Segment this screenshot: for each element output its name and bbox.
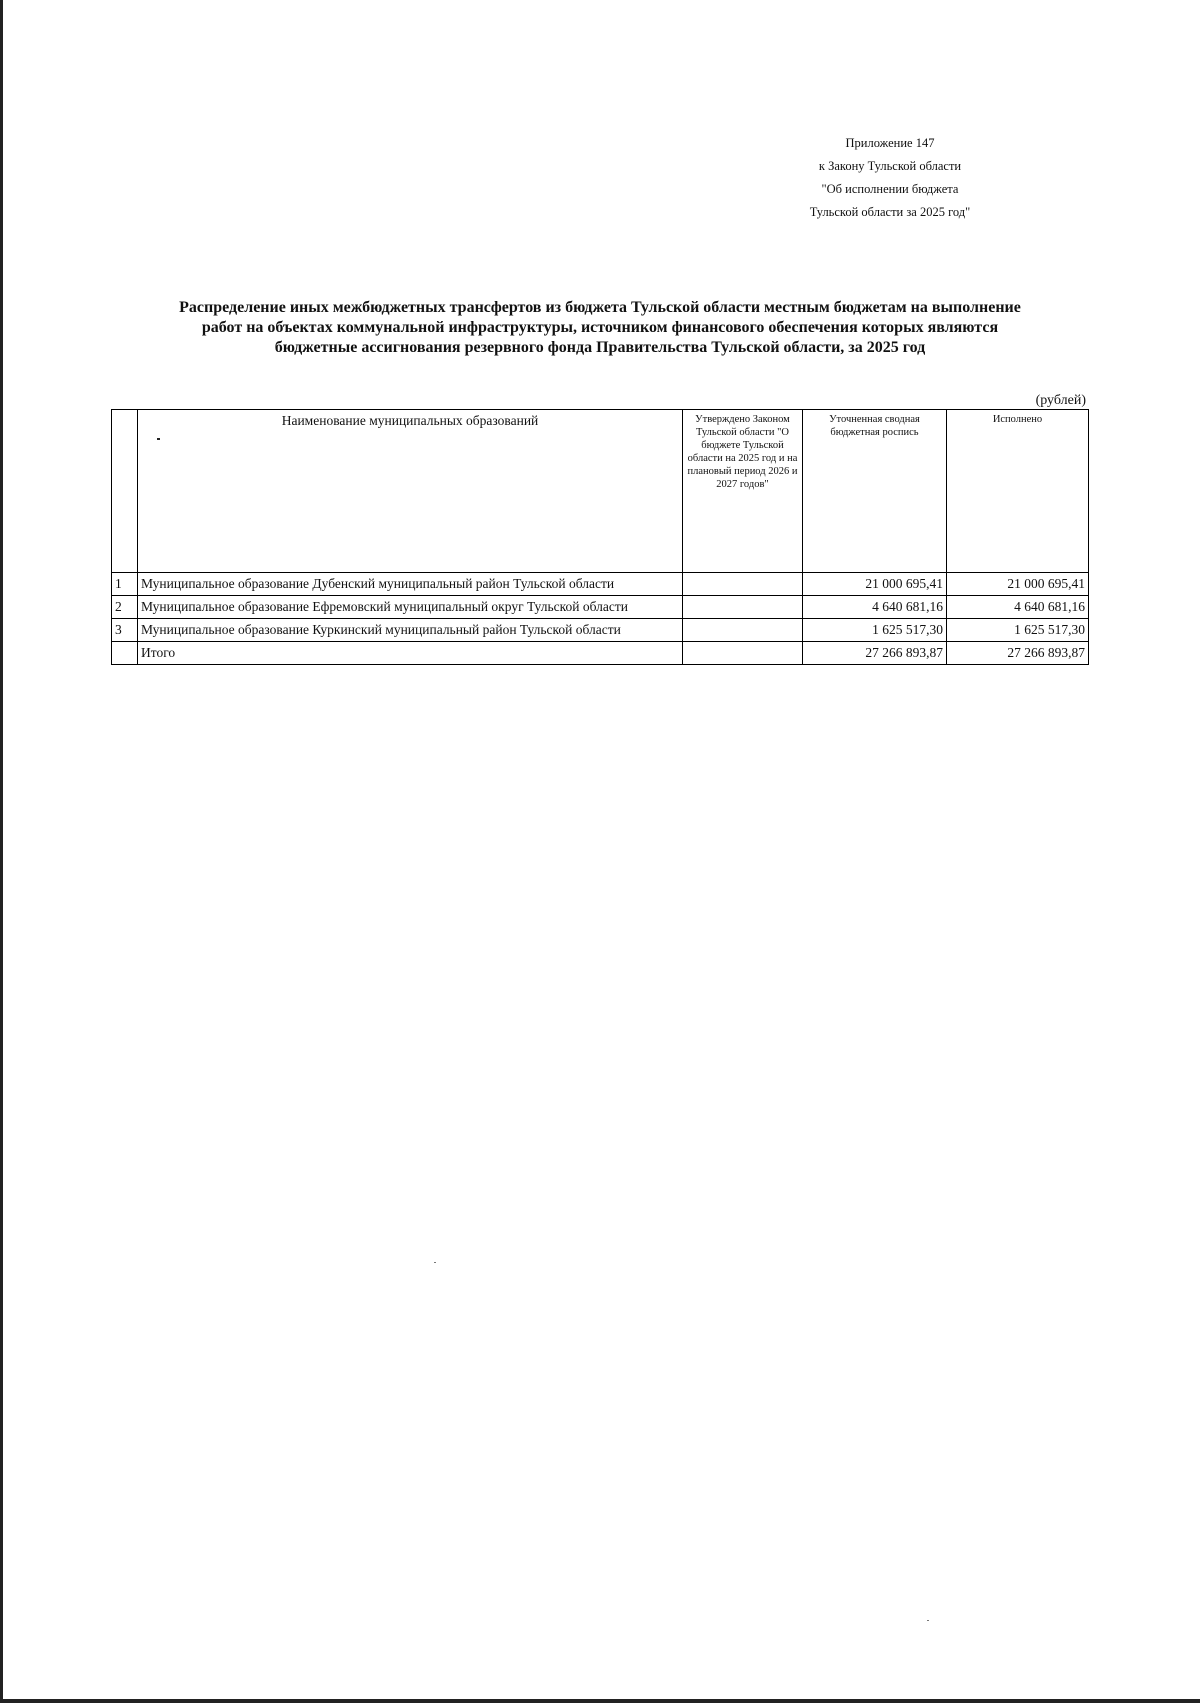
appendix-line: Тульской области за 2025 год" — [809, 205, 971, 219]
row-approved — [683, 619, 803, 642]
title-line: бюджетные ассигнования резервного фонда Правительства Тульской области, за 2025 год — [274, 339, 926, 356]
table-total-row — [112, 642, 1089, 665]
table-row — [112, 619, 1089, 642]
row-number: 3 — [112, 619, 138, 642]
row-executed: 21 000 695,41 — [947, 573, 1089, 596]
title-line: Распределение иных межбюджетных трансфертов из бюджета Тульской области местным бюджетам на выполнение — [179, 299, 1021, 316]
row-refined: 4 640 681,16 — [803, 596, 947, 619]
total-refined: 27 266 893,87 — [803, 642, 947, 665]
appendix-line: "Об исполнении бюджета — [821, 182, 959, 196]
total-approved — [683, 642, 803, 665]
header-refined: Уточненная сводная бюджетная роспись — [803, 410, 947, 573]
total-executed: 27 266 893,87 — [947, 642, 1089, 665]
row-executed: 1 625 517,30 — [947, 619, 1089, 642]
scan-speck — [927, 1620, 929, 1621]
appendix-block — [760, 132, 1020, 224]
row-name: Муниципальное образование Ефремовский муниципальный округ Тульской области — [138, 596, 683, 619]
row-approved — [683, 573, 803, 596]
title-line: работ на объектах коммунальной инфраструктуры, источником финансового обеспечения которых являются — [201, 319, 999, 336]
appendix-line: Приложение 147 — [845, 136, 935, 150]
scan-speck — [434, 1262, 436, 1263]
row-executed: 4 640 681,16 — [947, 596, 1089, 619]
row-number: 1 — [112, 573, 138, 596]
appendix-line: к Закону Тульской области — [818, 159, 962, 173]
document-title — [110, 298, 1090, 358]
transfers-table — [111, 409, 1089, 665]
table-header-row — [112, 410, 1089, 573]
row-name: Муниципальное образование Дубенский муниципальный район Тульской области — [138, 573, 683, 596]
header-number — [112, 410, 138, 573]
units-label: (рублей) — [1035, 393, 1086, 408]
row-approved — [683, 596, 803, 619]
row-refined: 21 000 695,41 — [803, 573, 947, 596]
header-approved: Утверждено Законом Тульской области "О бюджете Тульской области на 2025 год и на плановый период 2026 и 2027 годов" — [683, 410, 803, 573]
row-number: 2 — [112, 596, 138, 619]
total-label: Итого — [138, 642, 683, 665]
row-name: Муниципальное образование Куркинский муниципальный район Тульской области — [138, 619, 683, 642]
total-number — [112, 642, 138, 665]
header-executed: Исполнено — [947, 410, 1089, 573]
table-row — [112, 573, 1089, 596]
scan-border-bottom — [0, 1699, 1200, 1703]
row-refined: 1 625 517,30 — [803, 619, 947, 642]
table-row — [112, 596, 1089, 619]
scan-border-left — [0, 0, 3, 1703]
header-name: Наименование муниципальных образований — [138, 410, 683, 573]
